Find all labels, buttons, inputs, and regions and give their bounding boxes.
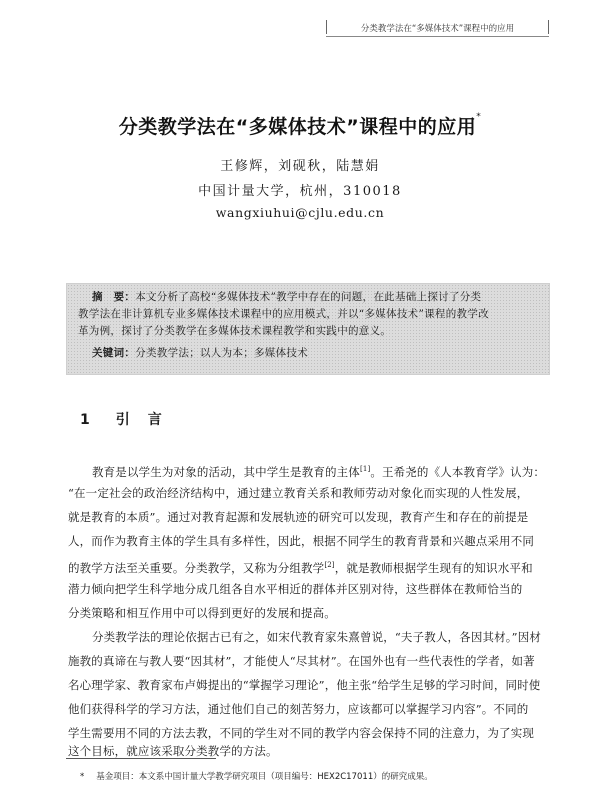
p1-line-5-b: ，就是教师根据学生现有的知识水平和	[334, 560, 533, 575]
abstract-line-2: 教学法在非计算机专业多媒体技术课程中的应用模式，并以“多媒体技术”课程的教学改	[78, 308, 489, 320]
p1-line-1-a: 教育是以学生为对象的活动，其中学生是教育的主体	[92, 464, 360, 479]
p2-line-1: 分类教学法的理论依据古已有之，如宋代教育家朱熹曾说，“夫子教人，各因其材。”因材	[92, 630, 542, 644]
running-head-rule	[326, 36, 549, 37]
p1-line-6: 潜力倾向把学生科学地分成几组各自水平相近的群体并区别对待，这些群体在教师恰当的	[68, 582, 523, 596]
author-email: wangxiuhui@cjlu.edu.cn	[215, 205, 385, 220]
p1-line-4: 人，而作为教育主体的学生具有多样性，因此，根据不同学生的教育背景和兴趣点采用不同	[68, 534, 534, 548]
affiliation: 中国计量大学，杭州，310018	[198, 184, 402, 199]
p2-line-4: 他们获得科学的学习方法，通过他们自己的刻苦努力，应该都可以掌握学习内容”。不同的	[68, 702, 529, 716]
abstract-line-1	[92, 290, 554, 304]
section-title: 引 言	[115, 412, 164, 428]
p2-line-2: 施教的真谛在与教人要“因其材”，才能使人“尽其材”。在国外也有一些代表性的学者，如著	[68, 654, 535, 668]
running-head-bar-left	[326, 20, 327, 34]
running-head-bar-right	[548, 20, 549, 34]
paper-title-text: 分类教学法在“多媒体技术”课程中的应用	[118, 116, 477, 138]
p1-line-7: 分类策略和相互作用中可以得到更好的发展和提高。	[68, 606, 336, 620]
keywords-label: 关键词：	[92, 347, 136, 359]
p1-line-2: “在一定社会的政治经济结构中，通过建立教育关系和教师劳动对象化而实现的人性发展，	[68, 486, 529, 500]
footnote-mark: *	[80, 772, 85, 782]
keywords-line	[92, 346, 554, 360]
abstract-line-3: 革为例，探讨了分类教学在多媒体技术课程教学和实践中的意义。	[78, 325, 392, 337]
p1-line-1-b: 。王希尧的《人本教育学》认为：	[370, 464, 546, 479]
section-heading	[80, 409, 164, 429]
paper-title	[60, 112, 540, 139]
title-footnote-mark: *	[476, 112, 482, 122]
p1-line-1	[92, 462, 552, 480]
authors: 王修辉，刘砚秋，陆慧娟	[220, 159, 380, 174]
section-number: 1	[80, 412, 92, 428]
p1-line-3: 就是教育的本质”。通过对教育起源和发展轨迹的研究可以发现，教育产生和存在的前提是	[68, 510, 529, 524]
running-head: 分类教学法在“多媒体技术”课程中的应用	[360, 24, 515, 34]
p2-line-6: 这个目标，就应该采取分类教学的方法。	[68, 744, 278, 758]
p2-line-5: 学生需要用不同的方法去教，不同的学生对不同的教学内容会保持不同的注意力，为了实现	[68, 726, 534, 740]
footnote-rule	[66, 758, 216, 759]
p2-line-3: 名心理学家、教育家布卢姆提出的“掌握学习理论”，他主张“给学生足够的学习时间，同时使	[68, 678, 541, 692]
abstract-text-1: 本文分析了高校“多媒体技术”教学中存在的问题，在此基础上探讨了分类	[135, 291, 482, 303]
citation-ref-2: [2]	[324, 561, 335, 569]
footnote-text: 基金项目：本文系中国计量大学教学研究项目（项目编号：HEX2C17011）的研究成果。	[96, 772, 433, 782]
p1-line-5	[68, 558, 540, 576]
abstract-label: 摘 要：	[92, 291, 136, 303]
citation-ref-1: [1]	[359, 465, 371, 473]
p1-line-5-a: 的教学方法至关重要。分类教学，又称为分组教学	[68, 560, 325, 575]
footnote	[80, 770, 433, 782]
keywords-text: 分类教学法；以人为本；多媒体技术	[135, 347, 309, 359]
